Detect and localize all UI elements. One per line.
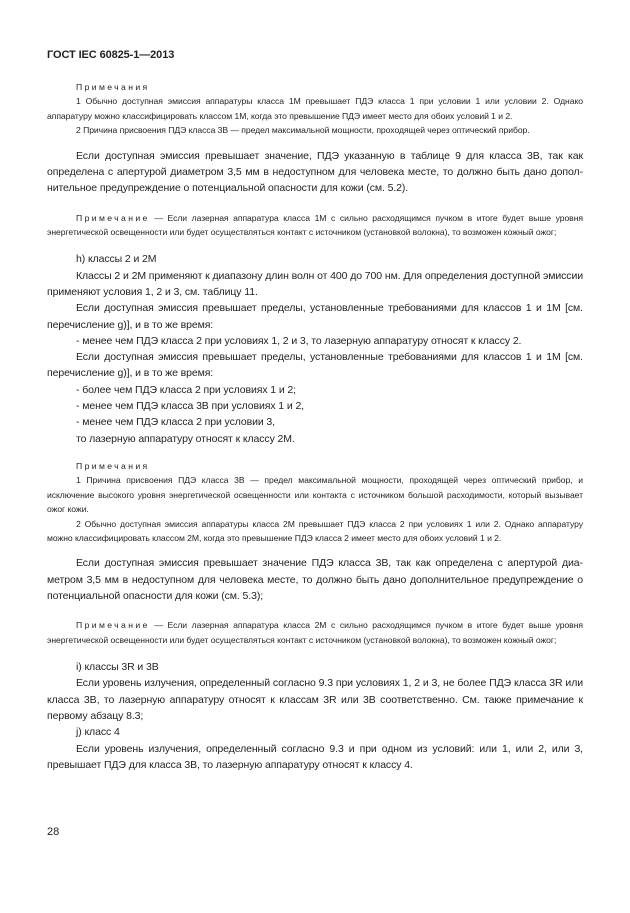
section-title-i: i) классы 3R и 3В <box>76 661 159 674</box>
note-item: 1 Обычно доступная эмиссия аппаратуры класса 1М превышает ПДЭ класса 1 при условии 1 или условии 2. Однако аппаратуру можно классифицировать классом 1М, когда это превышение ПДЭ имеет место для обоих условий 1 и 2. <box>47 96 583 121</box>
list-item: - менее чем ПДЭ класса 2 при условии 3, <box>76 416 275 429</box>
paragraph: Если доступная эмиссия превышает пределы, установленные требованиями для классов 1 и 1М [см. перечисление g)], и в то же время: <box>47 302 583 331</box>
section-title-h: h) классы 2 и 2М <box>76 253 157 266</box>
note-item: 2 Причина присвоения ПДЭ класса 3В — предел максимальной мощности, проходящей через оптический прибор. <box>76 125 530 136</box>
paragraph: Если уровень излучения, определенный согласно 9.3 при условиях 1, 2 и 3, не более ПДЭ класса 3R или класса 3В, то лазерную аппаратуру относят к классам 3R или 3В соответственно. См. также примечание к первому абзацу 8.3; <box>47 677 583 722</box>
paragraph: Если доступная эмиссия превышает пределы, установленные требованиями для классов 1 и 1М [см. перечисление g)], и в то же время: <box>47 351 583 380</box>
note-paragraph <box>47 211 583 240</box>
paragraph: Классы 2 и 2М применяют к диапазону длин волн от 400 до 700 нм. Для определения доступной эмиссии применяют условия 1, 2 и 3, см. таблицу 11. <box>47 269 583 298</box>
paragraph: то лазерную аппаратуру относят к классу 2М. <box>76 432 295 445</box>
notes-heading: Примечания <box>76 460 150 471</box>
list-item: - менее чем ПДЭ класса 3В при условиях 1 и 2, <box>76 400 304 412</box>
paragraph: Если доступная эмиссия превышает значение ПДЭ класса 3В, так как определена с апертурой диаметром 3,5 мм в недоступном для человека месте, то должно быть дано дополнительное предупреждение о потенциальной опасности для кожи (см. 5.3); <box>47 557 583 602</box>
note-label: Примечание <box>76 620 150 631</box>
page-number: 28 <box>47 826 60 838</box>
page-body <box>47 80 583 773</box>
note-paragraph <box>47 618 583 647</box>
notes-heading: Примечания <box>76 82 150 92</box>
note-text: — Если лазерная аппаратура класса 1М с сильно расходящимся пучком в итоге будет выше уровня энергетической освещенности или будет осуществляться контакт с источником (установкой волокна), то возможен кожный ожог; <box>47 212 583 237</box>
note-label: Примечание <box>76 212 150 223</box>
list-item: - более чем ПДЭ класса 2 при условиях 1 и 2; <box>76 383 296 396</box>
note-text: — Если лазерная аппаратура класса 2М с сильно расходящимся пучком в итоге будет выше уровня энергетической освещенности или будет осуществляться контакт с источником (установкой волокна), то возможен кожный ожог; <box>47 620 583 645</box>
note-item: 1 Причина присвоения ПДЭ класса 3В — предел максимальной мощности, проходящей через оптический прибор, и исключение высокого уровня энергетической освещенности или контакта с источником большой расходимости, который вызывает ожог кожи. <box>47 475 583 515</box>
paragraph: Если доступная эмиссия превышает значение, ПДЭ указанную в таблице 9 для класса 3В, так как определена с апертурой диаметром 3,5 мм в недоступном для человека месте, то должно быть дано дополнительное предупреждение о потенциальной опасности для кожи (см. 5.2). <box>47 149 583 195</box>
list-item: - менее чем ПДЭ класса 2 при условиях 1, 2 и 3, то лазерную аппаратуру относят к классу 2. <box>76 334 522 347</box>
note-item: 2 Обычно доступная эмиссия аппаратуры класса 2М превышает ПДЭ класса 2 при условиях 1 или 2. Однако аппаратуру можно классифицировать классом 2М, когда это превышение ПДЭ класса 2 имеет место для обоих условий 1 и 2. <box>47 518 583 543</box>
document-header: ГОСТ IEC 60825-1—2013 <box>47 49 175 61</box>
section-title-j: j) класс 4 <box>76 726 120 739</box>
paragraph: Если уровень излучения, определенный согласно 9.3 и при одном из условий: или 1, или 2, или 3, превышает ПДЭ для класса 3В, то лазерную аппаратуру относят к классу 4. <box>47 742 583 771</box>
